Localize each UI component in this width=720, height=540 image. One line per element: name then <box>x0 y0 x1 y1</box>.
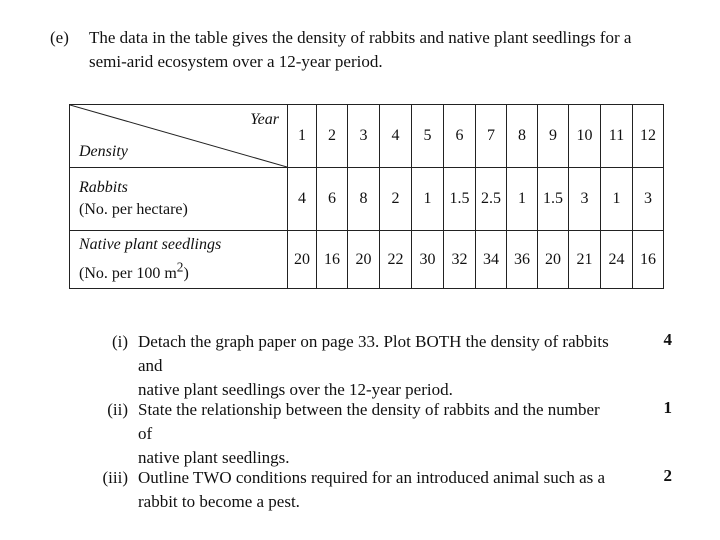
data-cell: 20 <box>348 231 380 289</box>
row-header-rabbits <box>70 168 288 231</box>
subquestion-line: native plant seedlings over the 12-year period. <box>138 380 453 399</box>
subquestion-line: native plant seedlings. <box>138 448 290 467</box>
data-cell: 1 <box>601 168 633 231</box>
marks-iii: 2 <box>663 466 672 485</box>
row-unit: (No. per hectare) <box>79 201 188 218</box>
year-cell: 8 <box>507 105 538 168</box>
data-cell: 32 <box>444 231 476 289</box>
data-cell: 20 <box>538 231 569 289</box>
subquestion-line: State the relationship between the density of rabbits and the number of <box>138 400 600 443</box>
question-line: The data in the table gives the density of rabbits and native plant seedlings for a <box>89 28 632 47</box>
subquestion-line: Outline TWO conditions required for an introduced animal such as a <box>138 468 606 487</box>
year-cell: 6 <box>444 105 476 168</box>
subquestion-number: (i) <box>111 332 128 351</box>
data-cell: 4 <box>288 168 317 231</box>
table-row-rabbits <box>70 168 664 231</box>
row-header-seedlings <box>70 231 288 289</box>
data-cell: 24 <box>601 231 633 289</box>
subquestion-number: (iii) <box>102 468 128 487</box>
marks-i: 4 <box>663 330 672 349</box>
data-cell: 21 <box>569 231 601 289</box>
row-label: Native plant seedlings <box>79 236 222 254</box>
year-cell: 1 <box>288 105 317 168</box>
data-cell: 2 <box>380 168 412 231</box>
year-cell: 3 <box>348 105 380 168</box>
year-cell: 9 <box>538 105 569 168</box>
data-cell: 30 <box>412 231 444 289</box>
data-cell: 1 <box>412 168 444 231</box>
row-label: Rabbits <box>79 179 128 196</box>
data-cell: 2.5 <box>476 168 507 231</box>
year-cell: 5 <box>412 105 444 168</box>
data-cell: 1.5 <box>538 168 569 231</box>
data-cell: 8 <box>348 168 380 231</box>
unit-superscript: 2 <box>176 259 184 275</box>
year-cell: 12 <box>633 105 664 168</box>
year-cell: 4 <box>380 105 412 168</box>
subquestion-line: Detach the graph paper on page 33. Plot BOTH the density of rabbits and <box>138 332 609 375</box>
header-year: Year <box>250 111 279 128</box>
year-cell: 2 <box>317 105 348 168</box>
row-unit <box>79 259 189 282</box>
data-cell: 16 <box>633 231 664 289</box>
question-line: semi-arid ecosystem over a 12-year period. <box>89 52 383 71</box>
year-cell: 7 <box>476 105 507 168</box>
year-cell: 10 <box>569 105 601 168</box>
unit-prefix: (No. per 100 m <box>79 264 177 282</box>
subquestion-number: (ii) <box>107 400 128 419</box>
data-cell: 22 <box>380 231 412 289</box>
data-cell: 6 <box>317 168 348 231</box>
question-text <box>89 26 649 74</box>
table-row-seedlings <box>70 231 664 289</box>
table-corner-cell <box>70 105 288 168</box>
year-cell: 11 <box>601 105 633 168</box>
density-table <box>69 104 664 289</box>
header-density: Density <box>79 143 128 160</box>
data-cell: 1 <box>507 168 538 231</box>
question-label: (e) <box>50 28 69 47</box>
table-header-row <box>70 105 664 168</box>
subquestion-text <box>138 330 613 402</box>
data-cell: 34 <box>476 231 507 289</box>
subquestion-text <box>138 466 613 514</box>
data-cell: 3 <box>569 168 601 231</box>
data-cell: 3 <box>633 168 664 231</box>
data-cell: 16 <box>317 231 348 289</box>
data-cell: 36 <box>507 231 538 289</box>
data-cell: 1.5 <box>444 168 476 231</box>
subquestion-line: rabbit to become a pest. <box>138 492 300 511</box>
subquestion-text <box>138 398 613 470</box>
data-cell: 20 <box>288 231 317 289</box>
marks-ii: 1 <box>663 398 672 417</box>
unit-suffix: ) <box>183 264 189 282</box>
